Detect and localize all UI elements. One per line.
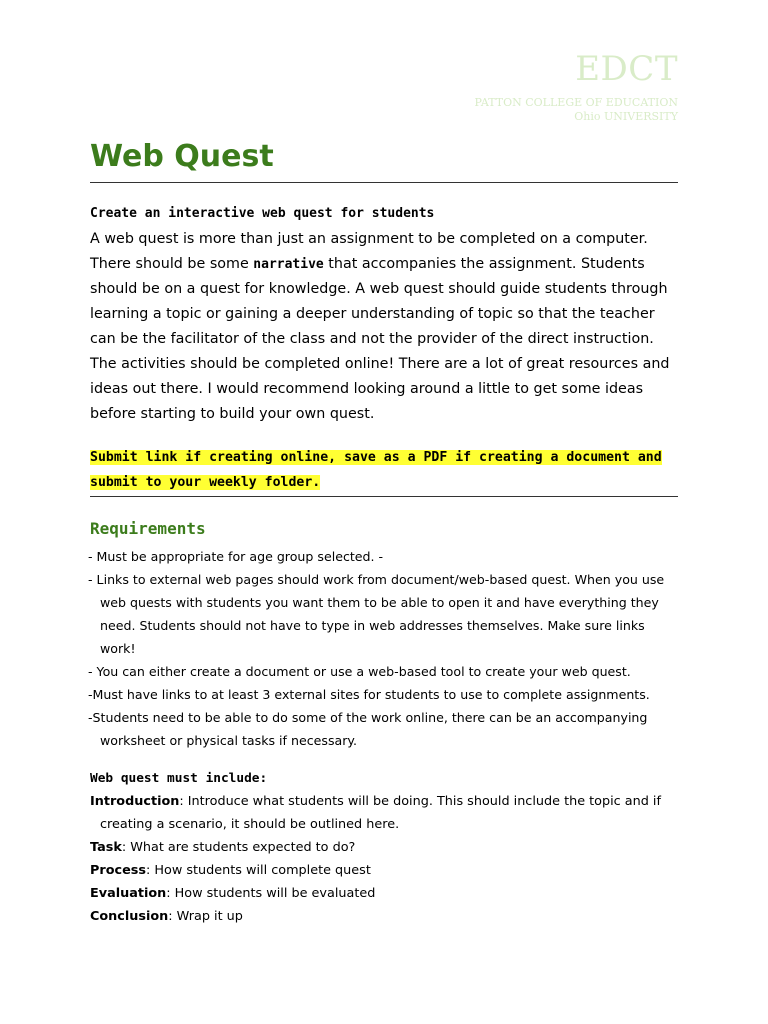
submit-highlight: Submit link if creating online, save as a PDF if creating a document and submit to your weekly folder.: [90, 450, 662, 490]
component-term: Conclusion: [90, 909, 169, 924]
component-item: [90, 836, 678, 859]
intro-subheading: Create an interactive web quest for students: [90, 206, 435, 221]
submit-instructions: [90, 445, 678, 495]
intro-section: [90, 205, 678, 427]
narrative-emphasis: narrative: [253, 257, 324, 272]
intro-paragraph: [90, 227, 678, 427]
requirements-list: [88, 545, 678, 752]
component-term: Evaluation: [90, 886, 167, 901]
university-name: Ohio UNIVERSITY: [574, 110, 678, 123]
college-name: PATTON COLLEGE OF EDUCATION: [474, 96, 678, 109]
intro-text-start: A web quest is more than just an assignment to be completed on a computer. There should be some: [90, 231, 648, 272]
intro-text-end: that accompanies the assignment. Students should be on a quest for knowledge. A web quest should guide students through learning a topic or gaining a deeper understanding of topic so that the teacher can be the facilitator of the class and not the provider of the direct instruction. The activities should be completed online! There are a lot of great resources and ideas out there. I would recommend looking around a little to get some ideas before starting to build your own quest.: [90, 256, 670, 422]
header-logo-block: [475, 50, 679, 124]
title-divider: [90, 182, 678, 183]
component-desc: : How students will complete quest: [145, 863, 371, 878]
component-desc: : What are students expected to do?: [121, 840, 356, 855]
org-acronym: EDCT: [575, 49, 678, 89]
requirement-item: -Must have links to at least 3 external sites for students to use to complete assignments.: [88, 687, 650, 702]
requirement-item: - Must be appropriate for age group selected. -: [88, 549, 384, 564]
components-list: [90, 790, 678, 928]
document-page: [90, 0, 678, 1024]
component-desc: : Wrap it up: [168, 909, 243, 924]
component-item: [90, 905, 678, 928]
component-desc: : How students will be evaluated: [166, 886, 376, 901]
must-include-heading: Web quest must include:: [90, 771, 268, 786]
component-item: [90, 859, 678, 882]
component-item: [90, 882, 678, 905]
component-term: Task: [90, 840, 122, 855]
requirement-item: -Students need to be able to do some of the work online, there can be an accompanying worksheet or physical tasks if necessary.: [88, 710, 648, 748]
requirement-item: - Links to external web pages should work from document/web-based quest. When you use web quests with students you want them to be able to open it and have everything they need. Students should not have to type in web addresses themselves. Make sure links work!: [88, 572, 665, 656]
component-item: [90, 790, 678, 836]
component-term: Process: [90, 863, 146, 878]
component-desc: : Introduce what students will be doing. This should include the topic and if creating a scenario, it should be outlined here.: [100, 794, 661, 832]
component-term: Introduction: [90, 794, 180, 809]
section-divider: [90, 496, 678, 497]
page-title: Web Quest: [90, 139, 274, 174]
requirement-item: - You can either create a document or use a web-based tool to create your web quest.: [88, 664, 631, 679]
requirements-heading: Requirements: [90, 519, 206, 538]
